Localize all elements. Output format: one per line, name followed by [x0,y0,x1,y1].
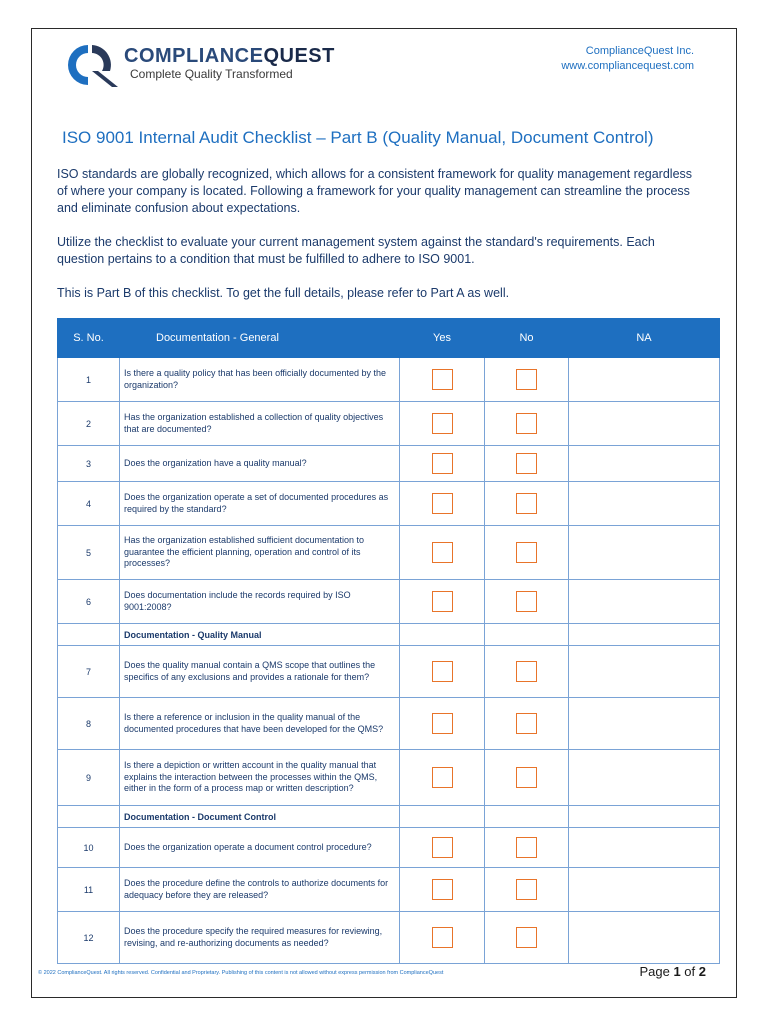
row-number: 10 [58,828,120,868]
no-checkbox[interactable] [516,713,537,734]
section-empty-cell [569,806,720,828]
yes-cell[interactable] [400,750,485,806]
company-name: ComplianceQuest Inc. [585,45,694,57]
yes-cell[interactable] [400,580,485,624]
yes-checkbox[interactable] [432,369,453,390]
table-row [58,580,720,624]
row-number: 9 [58,750,120,806]
page-of: of [684,964,696,979]
page-number [639,964,706,979]
table-row [58,912,720,964]
yes-checkbox[interactable] [432,927,453,948]
no-cell[interactable] [485,698,569,750]
yes-cell[interactable] [400,482,485,526]
row-question: Has the organization established a collection of quality objectives that are documented? [120,402,400,446]
na-cell[interactable] [569,526,720,580]
no-checkbox[interactable] [516,493,537,514]
section-row-document-control [58,806,720,828]
no-checkbox[interactable] [516,927,537,948]
section-number-cell [58,806,120,828]
audit-checklist-table [57,318,720,964]
row-question: Is there a reference or inclusion in the quality manual of the documented procedures that have been developed for the QMS? [120,698,400,750]
table-row [58,750,720,806]
no-cell[interactable] [485,580,569,624]
section-empty-cell [400,806,485,828]
yes-cell[interactable] [400,912,485,964]
no-cell[interactable] [485,358,569,402]
col-header-no: No [485,319,569,358]
table-row [58,698,720,750]
no-checkbox[interactable] [516,767,537,788]
row-number: 11 [58,868,120,912]
row-question: Has the organization established sufficient documentation to guarantee the efficient planning, operation and control of its processes? [120,526,400,580]
yes-checkbox[interactable] [432,542,453,563]
brand-part-quest: QUEST [263,45,335,67]
col-header-yes: Yes [400,319,485,358]
yes-checkbox[interactable] [432,493,453,514]
table-row [58,828,720,868]
row-question: Is there a depiction or written account in the quality manual that explains the interaction between the processes within the QMS, either in the form of a process map or written description? [120,750,400,806]
na-cell[interactable] [569,580,720,624]
row-number: 7 [58,646,120,698]
no-checkbox[interactable] [516,879,537,900]
na-cell[interactable] [569,750,720,806]
brand-tagline: Complete Quality Transformed [130,67,293,81]
no-cell[interactable] [485,828,569,868]
yes-checkbox[interactable] [432,767,453,788]
section-empty-cell [400,624,485,646]
table-row [58,446,720,482]
no-checkbox[interactable] [516,661,537,682]
na-cell[interactable] [569,446,720,482]
part-note-paragraph: This is Part B of this checklist. To get the full details, please refer to Part A as well. [57,286,510,300]
no-cell[interactable] [485,912,569,964]
company-info [561,44,694,74]
no-cell[interactable] [485,482,569,526]
compliancequest-logo [62,41,362,89]
section-empty-cell [485,624,569,646]
yes-checkbox[interactable] [432,453,453,474]
na-cell[interactable] [569,358,720,402]
no-cell[interactable] [485,868,569,912]
brand-part-compliance: COMPLIANCE [124,45,264,67]
table-row [58,358,720,402]
row-question: Does the organization operate a document control procedure? [120,828,400,868]
no-cell[interactable] [485,526,569,580]
no-checkbox[interactable] [516,591,537,612]
table-row [58,526,720,580]
section-title-document-control: Documentation - Document Control [120,806,400,828]
na-cell[interactable] [569,868,720,912]
company-url[interactable]: www.compliancequest.com [561,60,694,72]
row-number: 4 [58,482,120,526]
na-cell[interactable] [569,828,720,868]
no-checkbox[interactable] [516,837,537,858]
no-checkbox[interactable] [516,542,537,563]
yes-checkbox[interactable] [432,661,453,682]
na-cell[interactable] [569,482,720,526]
yes-cell[interactable] [400,828,485,868]
logo-mark-icon [62,41,118,89]
row-number: 12 [58,912,120,964]
no-checkbox[interactable] [516,413,537,434]
col-header-sno: S. No. [58,319,120,358]
row-number: 1 [58,358,120,402]
col-header-documentation: Documentation - General [120,319,400,358]
row-number: 6 [58,580,120,624]
yes-cell[interactable] [400,698,485,750]
table-row [58,646,720,698]
table-row [58,402,720,446]
section-empty-cell [569,624,720,646]
section-row-quality-manual [58,624,720,646]
yes-cell[interactable] [400,646,485,698]
row-question: Does the organization operate a set of documented procedures as required by the standard? [120,482,400,526]
row-number: 8 [58,698,120,750]
section-title-quality-manual: Documentation - Quality Manual [120,624,400,646]
no-checkbox[interactable] [516,453,537,474]
table-row [58,868,720,912]
table-row [58,482,720,526]
section-empty-cell [485,806,569,828]
row-question: Does the organization have a quality manual? [120,446,400,482]
brand-name [124,45,335,68]
copyright-footer: © 2022 ComplianceQuest. All rights reserved. Confidential and Proprietary. Publishing of this content is not allowed without express permission from ComplianceQuest [38,970,444,976]
row-question: Does the quality manual contain a QMS scope that outlines the specifics of any exclusions and provides a rationale for them? [120,646,400,698]
yes-checkbox[interactable] [432,413,453,434]
na-cell[interactable] [569,402,720,446]
no-cell[interactable] [485,446,569,482]
table-header-row [58,319,720,358]
row-number: 2 [58,402,120,446]
no-checkbox[interactable] [516,369,537,390]
yes-cell[interactable] [400,446,485,482]
na-cell[interactable] [569,646,720,698]
col-header-na: NA [569,319,720,358]
section-number-cell [58,624,120,646]
page-total: 2 [698,964,706,979]
page-label: Page [639,964,670,979]
row-question: Does the procedure define the controls to authorize documents for adequacy before they are released? [120,868,400,912]
row-number: 5 [58,526,120,580]
document-title: ISO 9001 Internal Audit Checklist – Part B (Quality Manual, Document Control) [62,128,654,147]
na-cell[interactable] [569,912,720,964]
no-cell[interactable] [485,646,569,698]
yes-checkbox[interactable] [432,879,453,900]
intro-paragraph: ISO standards are globally recognized, which allows for a consistent framework for quality management regardless of where your company is located. Following a framework for your quality management can streamline the process and eliminate confusion about expectations. [57,167,693,215]
yes-cell[interactable] [400,358,485,402]
yes-checkbox[interactable] [432,713,453,734]
yes-cell[interactable] [400,868,485,912]
row-question: Does the procedure specify the required measures for reviewing, revising, and re-authorizing documents as needed? [120,912,400,964]
no-cell[interactable] [485,402,569,446]
no-cell[interactable] [485,750,569,806]
row-question: Does documentation include the records required by ISO 9001:2008? [120,580,400,624]
row-question: Is there a quality policy that has been officially documented by the organization? [120,358,400,402]
yes-cell[interactable] [400,526,485,580]
yes-cell[interactable] [400,402,485,446]
na-cell[interactable] [569,698,720,750]
usage-paragraph: Utilize the checklist to evaluate your current management system against the standard's requirements. Each question pertains to a condition that must be fulfilled to adhere to ISO 9001. [57,235,655,266]
yes-checkbox[interactable] [432,591,453,612]
page-current: 1 [673,964,681,979]
row-number: 3 [58,446,120,482]
yes-checkbox[interactable] [432,837,453,858]
